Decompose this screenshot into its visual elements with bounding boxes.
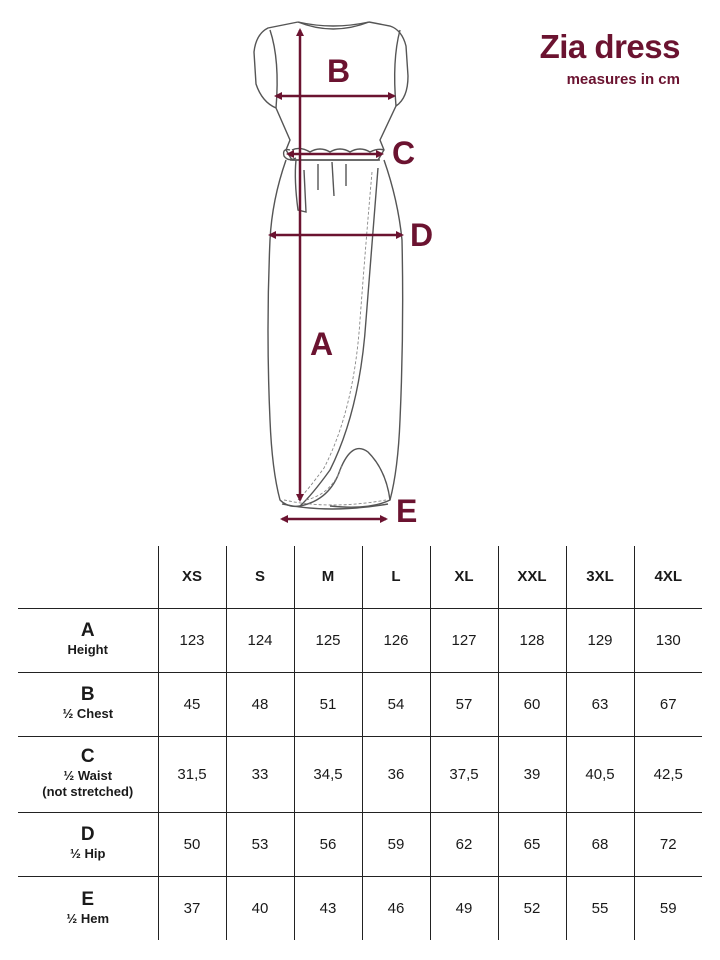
table-cell: 39 <box>498 736 566 812</box>
table-cell: 56 <box>294 812 362 876</box>
table-cell: 48 <box>226 672 294 736</box>
row-description: ½ Waist <box>63 768 113 784</box>
row-letter: A <box>80 620 95 642</box>
table-cell: 59 <box>362 812 430 876</box>
size-table <box>18 546 702 940</box>
row-letter: D <box>80 824 95 846</box>
table-row <box>18 876 702 940</box>
label-c: C <box>392 135 416 171</box>
units-subtitle: measures in cm <box>566 71 680 88</box>
label-d: D <box>410 217 434 253</box>
table-cell: 59 <box>634 876 702 940</box>
size-header: S <box>226 546 294 608</box>
table-cell: 40 <box>226 876 294 940</box>
row-header <box>18 736 158 812</box>
size-header: XL <box>430 546 498 608</box>
table-cell: 37,5 <box>430 736 498 812</box>
row-letter: C <box>80 746 95 768</box>
table-cell: 34,5 <box>294 736 362 812</box>
table-cell: 43 <box>294 876 362 940</box>
table-row <box>18 736 702 812</box>
row-header <box>18 672 158 736</box>
table-row <box>18 608 702 672</box>
label-a: A <box>310 326 334 362</box>
row-description-note: (not stretched) <box>42 784 134 800</box>
table-cell: 49 <box>430 876 498 940</box>
table-cell: 60 <box>498 672 566 736</box>
label-b: B <box>327 53 351 89</box>
row-letter: E <box>81 888 95 910</box>
table-cell: 53 <box>226 812 294 876</box>
size-header: 3XL <box>566 546 634 608</box>
size-header: M <box>294 546 362 608</box>
table-cell: 55 <box>566 876 634 940</box>
table-cell: 52 <box>498 876 566 940</box>
size-header: 4XL <box>634 546 702 608</box>
row-description: ½ Hip <box>70 846 106 862</box>
table-cell: 130 <box>634 608 702 672</box>
size-header: XS <box>158 546 226 608</box>
row-description: ½ Hem <box>66 910 110 926</box>
size-header: L <box>362 546 430 608</box>
table-cell: 67 <box>634 672 702 736</box>
table-cell: 36 <box>362 736 430 812</box>
table-cell: 128 <box>498 608 566 672</box>
row-letter: B <box>80 684 95 706</box>
table-cell: 57 <box>430 672 498 736</box>
table-cell: 65 <box>498 812 566 876</box>
table-cell: 68 <box>566 812 634 876</box>
row-description: Height <box>67 642 108 658</box>
table-cell: 42,5 <box>634 736 702 812</box>
row-description: ½ Chest <box>62 706 114 722</box>
table-cell: 54 <box>362 672 430 736</box>
table-cell: 72 <box>634 812 702 876</box>
table-cell: 31,5 <box>158 736 226 812</box>
table-cell: 37 <box>158 876 226 940</box>
row-header <box>18 608 158 672</box>
table-cell: 45 <box>158 672 226 736</box>
table-cell: 123 <box>158 608 226 672</box>
header-corner <box>18 546 158 608</box>
table-row <box>18 812 702 876</box>
product-title: Zia dress <box>539 28 680 65</box>
measure-lines <box>270 30 402 519</box>
table-cell: 51 <box>294 672 362 736</box>
label-e: E <box>396 493 418 529</box>
table-cell: 62 <box>430 812 498 876</box>
size-header: XXL <box>498 546 566 608</box>
row-header <box>18 876 158 940</box>
table-cell: 125 <box>294 608 362 672</box>
table-cell: 129 <box>566 608 634 672</box>
table-cell: 124 <box>226 608 294 672</box>
row-header <box>18 812 158 876</box>
size-header-row <box>18 546 702 608</box>
table-cell: 63 <box>566 672 634 736</box>
table-cell: 40,5 <box>566 736 634 812</box>
table-cell: 46 <box>362 876 430 940</box>
table-row <box>18 672 702 736</box>
table-cell: 126 <box>362 608 430 672</box>
table-cell: 127 <box>430 608 498 672</box>
table-cell: 33 <box>226 736 294 812</box>
table-cell: 50 <box>158 812 226 876</box>
